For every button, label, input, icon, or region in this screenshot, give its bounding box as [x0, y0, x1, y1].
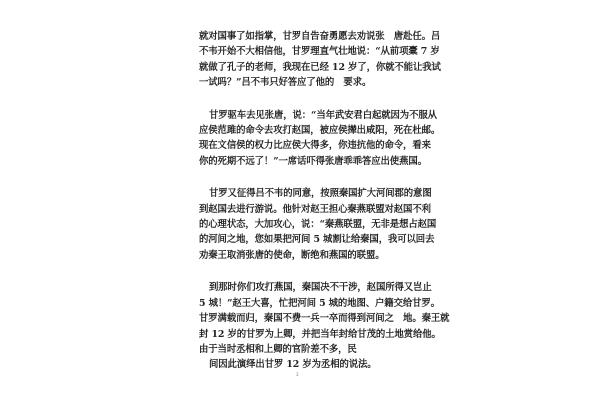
page-number: 3: [296, 372, 299, 377]
text-line: 到那时你们攻打燕国，秦国决不干涉，赵国所得又岂止: [209, 282, 432, 294]
text-line: 的河间之地，您如果把河间 5 城割让给秦国，我可以回去: [199, 234, 435, 246]
paragraph-4: [199, 280, 450, 372]
text-line: 到赵国去进行游说。他针对赵王担心秦燕联盟对赵国不利: [199, 203, 431, 215]
paragraph-1: [199, 29, 441, 91]
text-line: 就对国事了如指掌，甘罗自告奋勇愿去劝说张 唐赴任。吕: [199, 31, 441, 42]
text-line: 间因此演绎出甘罗 12 岁为丞相的说法。: [209, 359, 377, 371]
text-line: 劝秦王取消张唐的使命，断绝和燕国的联盟。: [199, 249, 385, 261]
text-line: 5 城！”赵王大喜，忙把河间 5 城的地图、户籍交给甘罗。: [199, 297, 440, 309]
text-line: 甘罗满载而归，秦国不费一兵一卒而得到河间之 地。秦王就: [199, 313, 450, 325]
text-line: 一试吗？”吕不韦只好答应了他的 要求。: [199, 77, 372, 89]
text-line: 由于当时丞相和上卿的官阶差不多，民: [199, 343, 357, 355]
text-line: 现在文信侯的权力比应侯大得多，你违抗他的命令，看来: [199, 140, 431, 152]
text-line: 的心理状态，大加攻心，说：“秦燕联盟，无非是想占赵国: [199, 219, 437, 231]
text-line: 甘罗驱车去见张唐，说：“当年武安君白起就因为不服从: [209, 109, 437, 121]
text-line: 封 12 岁的甘罗为上卿，并把当年封给甘茂的土地赏给他。: [199, 328, 441, 340]
paragraph-3: [199, 186, 437, 263]
text-line: 不韦开始不大相信他，甘罗理直气壮地说：“从前项橐 7 岁: [199, 46, 440, 58]
text-line: 应侯范雎的命令去攻打赵国，被应侯撵出咸阳，死在杜邮。: [199, 125, 441, 137]
article-body: [199, 29, 450, 373]
text-line: 就做了孔子的老师，我现在已经 12 岁了，你就不能让我试: [199, 61, 441, 73]
paragraph-2: [199, 108, 441, 170]
text-line: 你的死期不远了！”一席话吓得张唐乖乖答应出使燕国。: [199, 155, 427, 167]
text-line: 甘罗又征得吕不韦的同意，按照秦国扩大河间郡的意图: [209, 188, 432, 200]
